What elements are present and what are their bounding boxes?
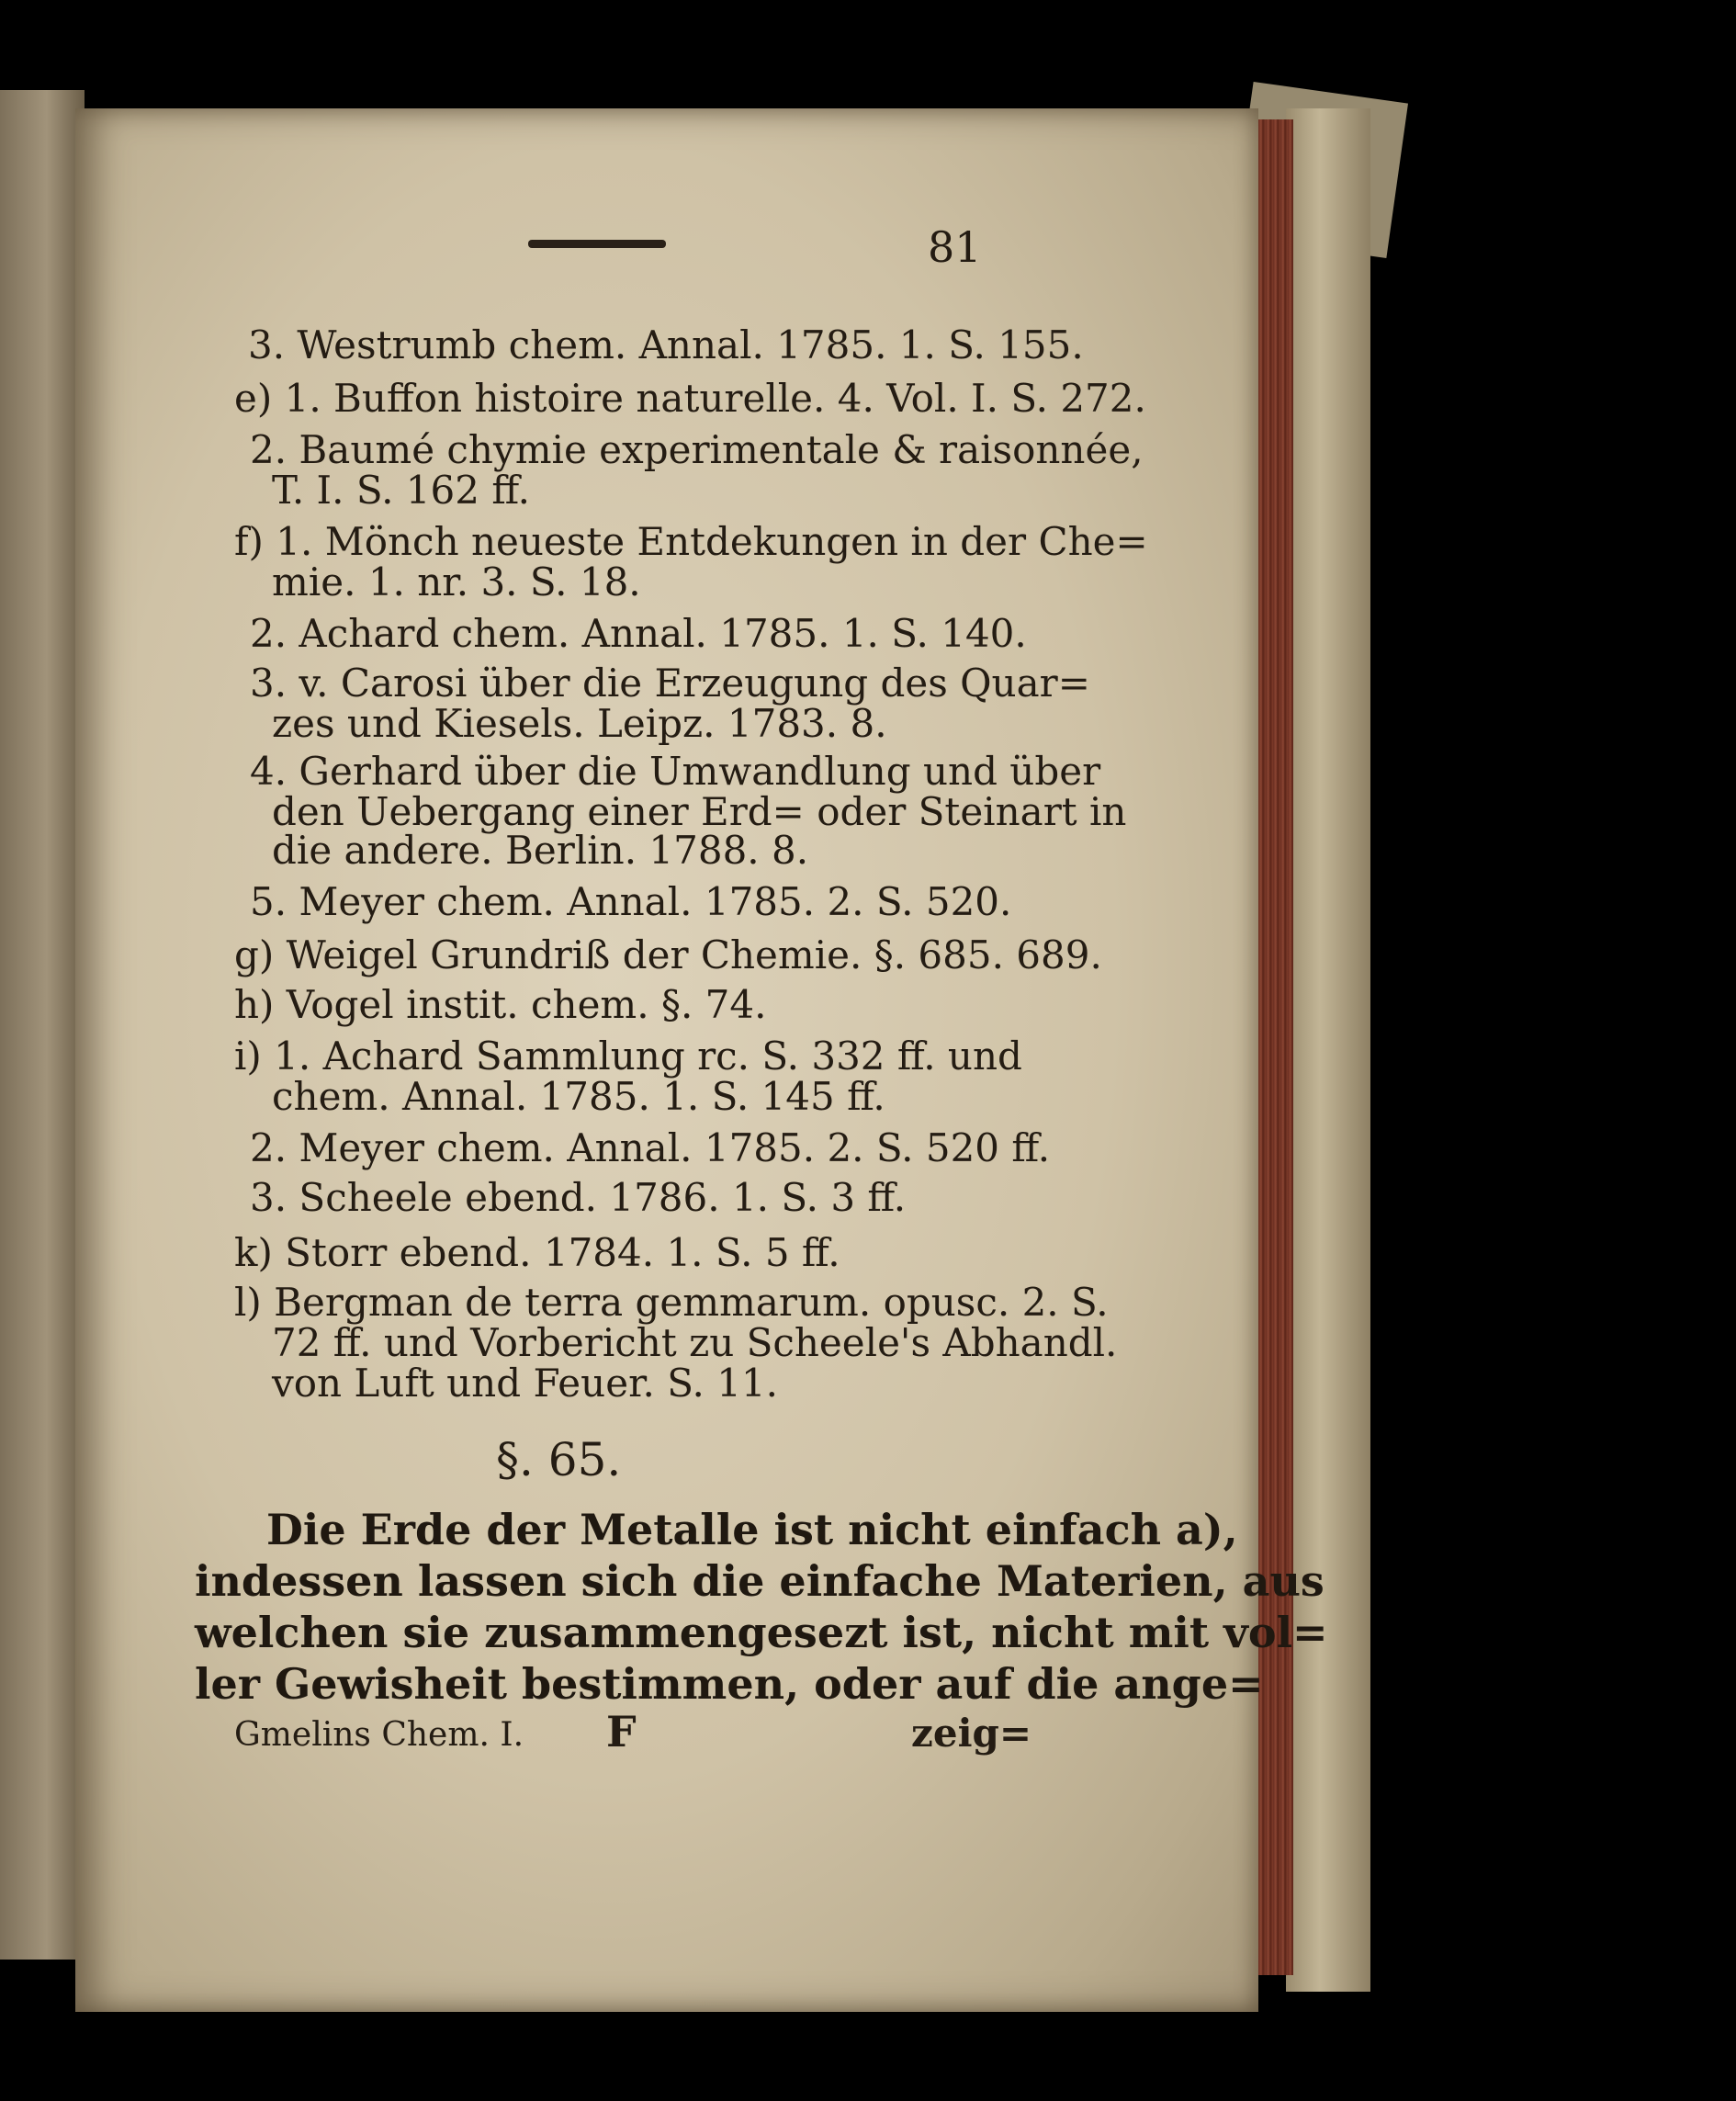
footnote-line: l) Bergman de terra gemmarum. opusc. 2. S. [234,1280,1109,1325]
footnote-line: e) 1. Buffon histoire naturelle. 4. Vol. I. S. 272. [234,376,1146,421]
footnote-line: f) 1. Mönch neueste Entdekungen in der Che= [234,519,1148,564]
footnote-line: 4. Gerhard über die Umwandlung und über [250,749,1101,794]
section-heading: §. 65. [496,1433,622,1486]
body-line: indessen lassen sich die einfache Materien, aus [195,1556,1325,1606]
body-line: ler Gewisheit bestimmen, oder auf die ange= [195,1659,1264,1709]
catchword: zeig= [911,1711,1032,1756]
footnote-line: 2. Meyer chem. Annal. 1785. 2. S. 520 ff. [250,1125,1051,1170]
footnote-line: 3. v. Carosi über die Erzeugung des Quar= [250,661,1090,706]
footnote-line: chem. Annal. 1785. 1. S. 145 ff. [272,1074,885,1119]
footnote-line: 5. Meyer chem. Annal. 1785. 2. S. 520. [250,879,1012,924]
footnote-line: g) Weigel Grundriß der Chemie. §. 685. 689. [234,932,1102,977]
footnote-line: 3. Scheele ebend. 1786. 1. S. 3 ff. [250,1175,907,1220]
footnote-line: den Uebergang einer Erd= oder Steinart in [272,789,1127,834]
footnote-line: die andere. Berlin. 1788. 8. [272,828,809,873]
footnote-line: zes und Kiesels. Leipz. 1783. 8. [272,701,887,746]
footnote-line: 72 ff. und Vorbericht zu Scheele's Abhandl. [272,1320,1118,1365]
footnote-line: i) 1. Achard Sammlung rc. S. 332 ff. und [234,1034,1022,1079]
footnote-line: 2. Baumé chymie experimentale & raisonnée, [250,427,1144,472]
body-line: Die Erde der Metalle ist nicht einfach a), [266,1505,1238,1554]
footnote-line: 3. Westrumb chem. Annal. 1785. 1. S. 155. [248,322,1084,367]
footnote-line: 2. Achard chem. Annal. 1785. 1. S. 140. [250,611,1027,656]
footnote-line: h) Vogel instit. chem. §. 74. [234,982,767,1027]
signature-mark: Gmelins Chem. I. [234,1716,524,1754]
footnote-line: mie. 1. nr. 3. S. 18. [272,559,641,604]
footnote-line: T. I. S. 162 ff. [272,468,531,513]
body-line: welchen sie zusammengesezt ist, nicht mit vol= [195,1608,1328,1657]
gathering-mark: F [606,1707,637,1756]
footnote-line: k) Storr ebend. 1784. 1. S. 5 ff. [234,1230,840,1275]
footnote-line: von Luft und Feuer. S. 11. [272,1361,779,1406]
page-number: 81 [928,222,982,272]
